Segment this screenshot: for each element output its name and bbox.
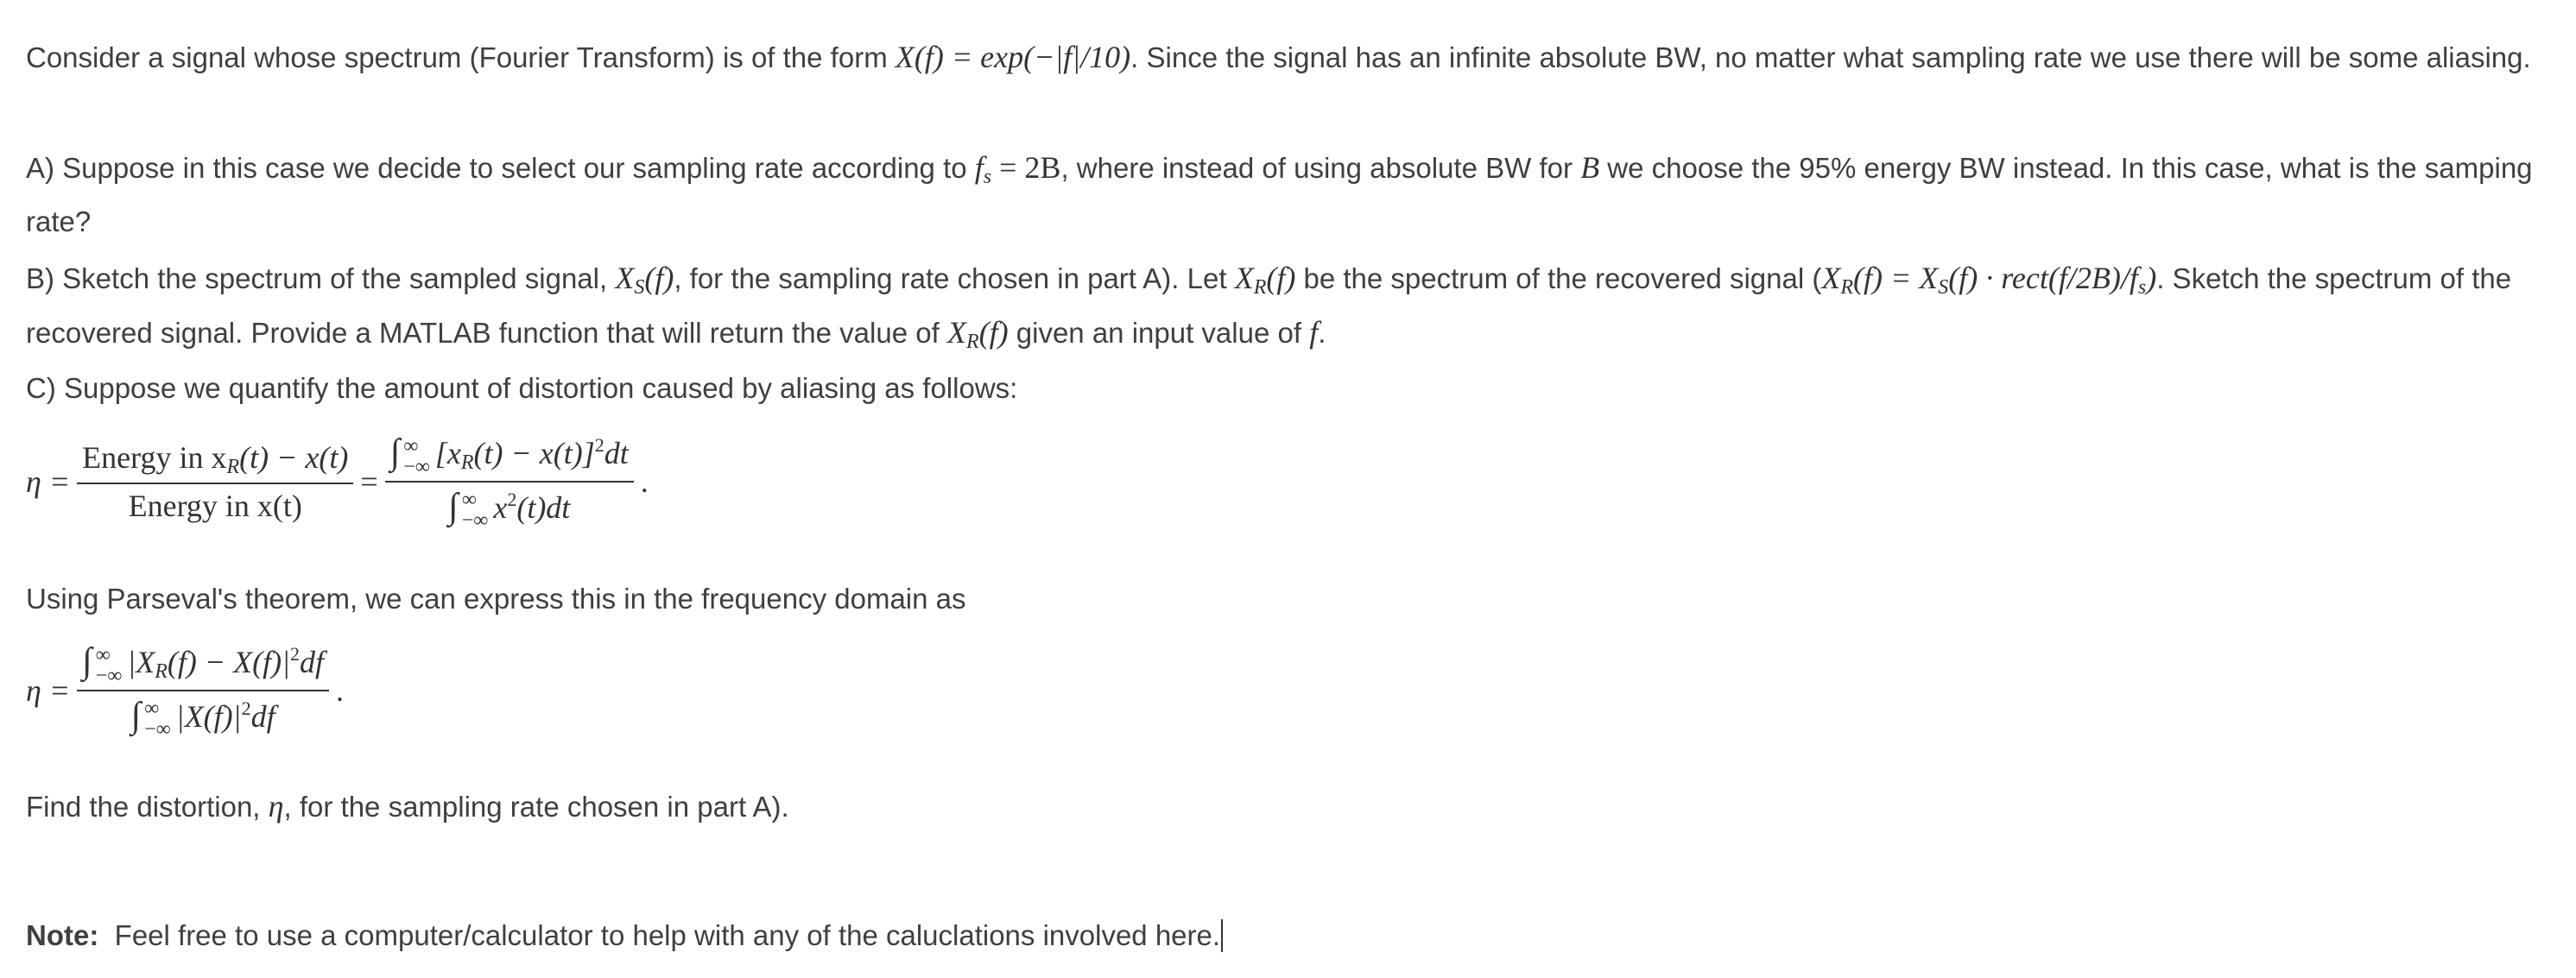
eta-lhs-2: η = [26,672,71,708]
note-label: Note: [26,919,99,951]
note-paragraph[interactable] [26,913,2556,958]
spectrum-formula: X(f) = exp(−|f|/10) [895,40,1131,74]
part-a-paragraph [26,145,2556,244]
frequency-symbol: f [1309,315,1319,350]
integral-ratio-fraction: ∫ ∞ −∞ $[x_R(t) - x(t)]^2dt$ ∫ ∞ −∞ $x^2(t)dt$ [385,432,634,531]
sampled-spectrum-symbol: $X_S(f)$ [615,261,674,299]
parseval-fraction: ∫ ∞ −∞ $|X_R(f) - X(f)|^2df$ ∫ ∞ −∞ $|X(f)|^2df$ [77,640,329,740]
eta-symbol: η [268,789,284,823]
find-text-2: , for the sampling rate chosen in part A). [283,791,789,823]
find-paragraph [26,784,2556,830]
energy-ratio-fraction: $\frac{Energy in x_R(t) - x(t)}{\text{Energy in x(t)}}$ [77,439,353,524]
find-text: Find the distortion, [26,791,269,823]
part-b-text-4: . Sketch the spectrum of the recovered signal. Provide a MATLAB function that will return the value of [26,262,2512,349]
part-b-text-5: given an input value of [1008,317,1310,349]
part-b-text-6: . [1318,317,1326,349]
equals-sign: = [360,464,378,499]
part-b-text-3: be the spectrum of the recovered signal ( [1295,262,1822,294]
intro-text: Consider a signal whose spectrum (Fourier Transform) is of the form [26,41,896,73]
part-b-paragraph [26,256,2556,364]
text-cursor [1221,919,1223,952]
part-c-paragraph [26,366,2556,411]
note-text: Feel free to use a computer/calculator to help with any of the caluclations involved here. [98,919,1221,951]
sampling-rate-formula: $f_s = 2B$ [974,150,1061,188]
recovered-spectrum-symbol-2: $X_R(f)$ [946,315,1009,353]
part-a-text: A) Suppose in this case we decide to select our sampling rate according to [26,152,975,184]
distortion-equation-time: η = $\frac{Energy in x_R(t) - x(t)}{\text{Energy in x(t)}}$ = ∫ ∞ −∞ $[x_R(t) - x(t)]^2dt$ ∫ ∞ −∞ $x^2(t)dt$ . [26,432,649,533]
part-b-text: B) Sketch the spectrum of the sampled signal, [26,262,616,294]
intro-paragraph [26,35,2556,80]
eta-lhs: η = [26,464,71,499]
distortion-equation-frequency: η = ∫ ∞ −∞ $|X_R(f) - X(f)|^2df$ ∫ ∞ −∞ $|X(f)|^2df$ . [26,641,345,741]
intro-text-cont: . Since the signal has an infinite absolute BW, no matter what sampling rate we use there will be some aliasing. [1130,41,2531,73]
part-a-text-3: we choose the 95% energy BW instead. In this case, what is the samping rate? [26,152,2533,237]
recovered-spectrum-formula: $X_R(f) = X_S(f)$ · $rect(f/2B)/f_s$) [1821,261,2157,299]
parseval-paragraph [26,577,2556,622]
part-b-text-2: , for the sampling rate chosen in part A). Let [674,262,1235,294]
parseval-text: Using Parseval's theorem, we can express this in the frequency domain as [26,583,966,615]
bandwidth-symbol: B [1580,150,1600,185]
part-c-text: C) Suppose we quantify the amount of distortion caused by aliasing as follows: [26,372,1018,404]
part-a-text-2: , where instead of using absolute BW for [1060,152,1581,184]
recovered-spectrum-symbol: $X_R(f)$ [1234,261,1296,299]
